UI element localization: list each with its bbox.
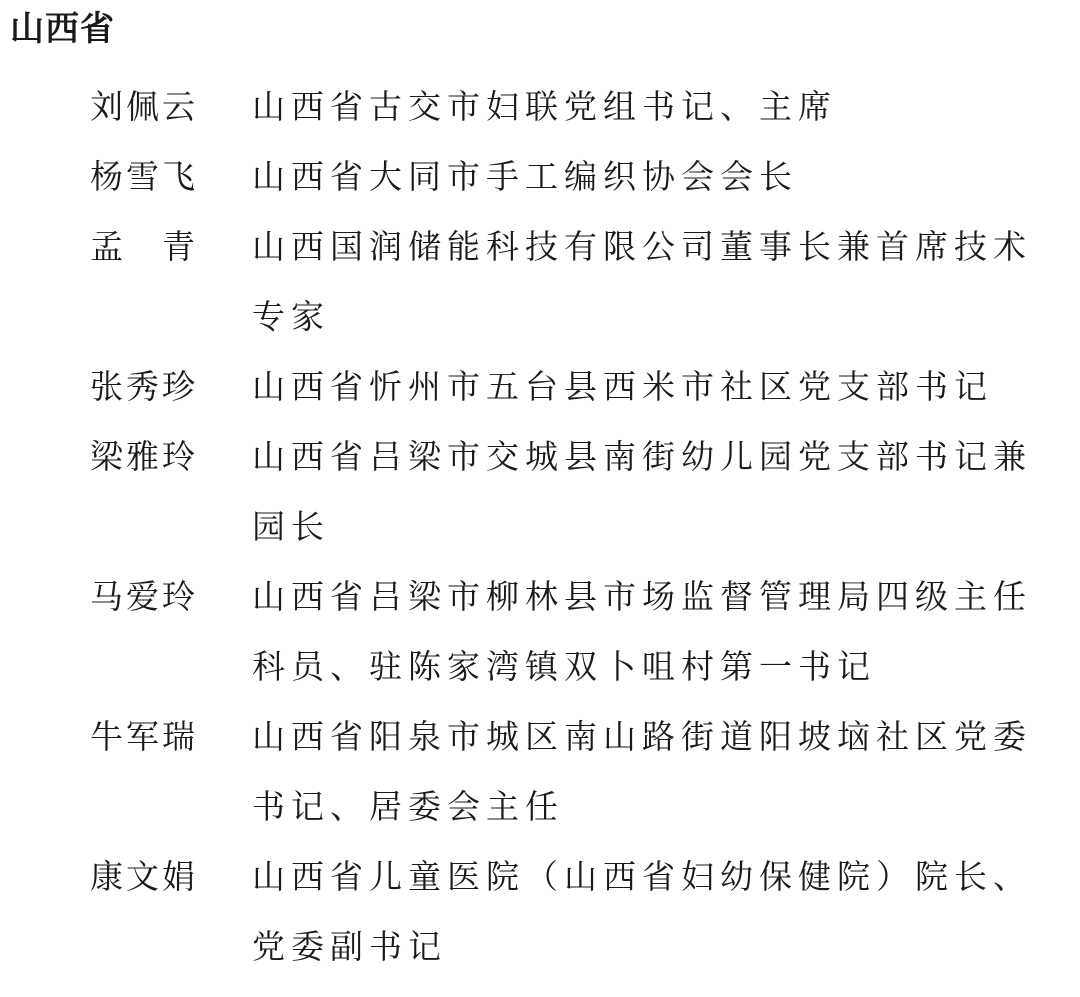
section-heading: 山西省 — [10, 9, 115, 49]
list-item — [90, 212, 1065, 352]
person-name: 马爱玲 — [90, 577, 198, 616]
person-name: 康文娟 — [90, 857, 198, 896]
person-title: 山西省忻州市五台县西米市社区党支部书记 — [252, 367, 993, 406]
person-title: 山西省吕梁市交城县南街幼儿园党支部书记兼园长 — [252, 437, 1032, 546]
person-name: 张秀珍 — [90, 367, 198, 406]
person-title: 山西省阳泉市城区南山路街道阳坡垴社区党委书记、居委会主任 — [252, 717, 1032, 826]
person-title: 山西国润储能科技有限公司董事长兼首席技术专家 — [252, 227, 1032, 336]
list-item — [90, 702, 1065, 842]
person-title: 山西省古交市妇联党组书记、主席 — [252, 87, 837, 126]
person-title: 山西省大同市手工编织协会会长 — [252, 157, 798, 196]
person-name: 梁雅玲 — [90, 437, 198, 476]
person-name: 杨雪飞 — [90, 157, 198, 196]
person-title: 山西省儿童医院（山西省妇幼保健院）院长、党委副书记 — [252, 857, 1032, 966]
entry-list — [90, 72, 1065, 982]
list-item — [90, 562, 1065, 702]
list-item — [90, 142, 1065, 212]
cut-off-text-fragment — [10, 986, 210, 997]
person-name: 刘佩云 — [90, 87, 198, 126]
person-name: 牛军瑞 — [90, 717, 198, 756]
person-name: 孟 青 — [90, 227, 198, 266]
list-item — [90, 422, 1065, 562]
list-item — [90, 352, 1065, 422]
person-title: 山西省吕梁市柳林县市场监督管理局四级主任科员、驻陈家湾镇双卜咀村第一书记 — [252, 577, 1032, 686]
list-item — [90, 842, 1065, 982]
list-item — [90, 72, 1065, 142]
